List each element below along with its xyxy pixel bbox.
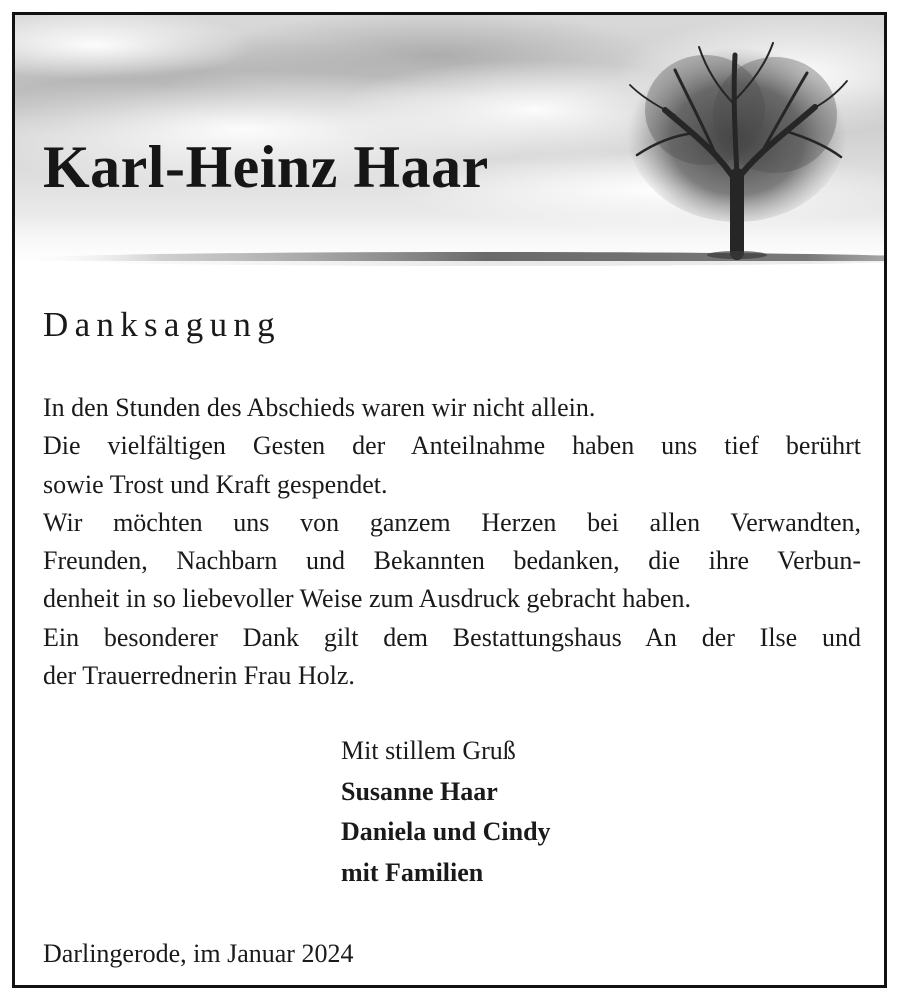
signatory: Daniela und Cindy: [341, 817, 551, 847]
closing-greeting: Mit stillem Gruß: [341, 736, 516, 765]
message-line: Wir möchten uns von ganzem Herzen bei allen Verwandten,: [43, 507, 861, 537]
signatory: mit Familien: [341, 857, 484, 887]
notice-heading: Danksagung: [43, 305, 281, 344]
message-line: In den Stunden des Abschieds waren wir nicht allein.: [43, 393, 596, 422]
obituary-card: [12, 12, 887, 988]
message-line: Ein besonderer Dank gilt dem Bestattungshaus An der Ilse und: [43, 622, 861, 652]
message-line: sowie Trost und Kraft gespendet.: [43, 469, 388, 499]
message-line: denheit in so liebevoller Weise zum Ausdruck gebracht haben.: [43, 584, 691, 614]
deceased-name: Karl-Heinz Haar: [43, 134, 489, 200]
signatory: Susanne Haar: [341, 776, 498, 806]
header-banner: [15, 15, 884, 277]
message-line: Die vielfältigen Gesten der Anteilnahme haben uns tief berührt: [43, 431, 861, 461]
message-line: Freunden, Nachbarn und Bekannten bedanken, die ihre Verbun-: [43, 546, 861, 576]
place-and-date: Darlingerode, im Januar 2024: [43, 939, 354, 968]
message-line: der Trauerrednerin Frau Holz.: [43, 661, 355, 691]
thank-you-message: [43, 389, 861, 695]
signature-block: [341, 731, 551, 893]
